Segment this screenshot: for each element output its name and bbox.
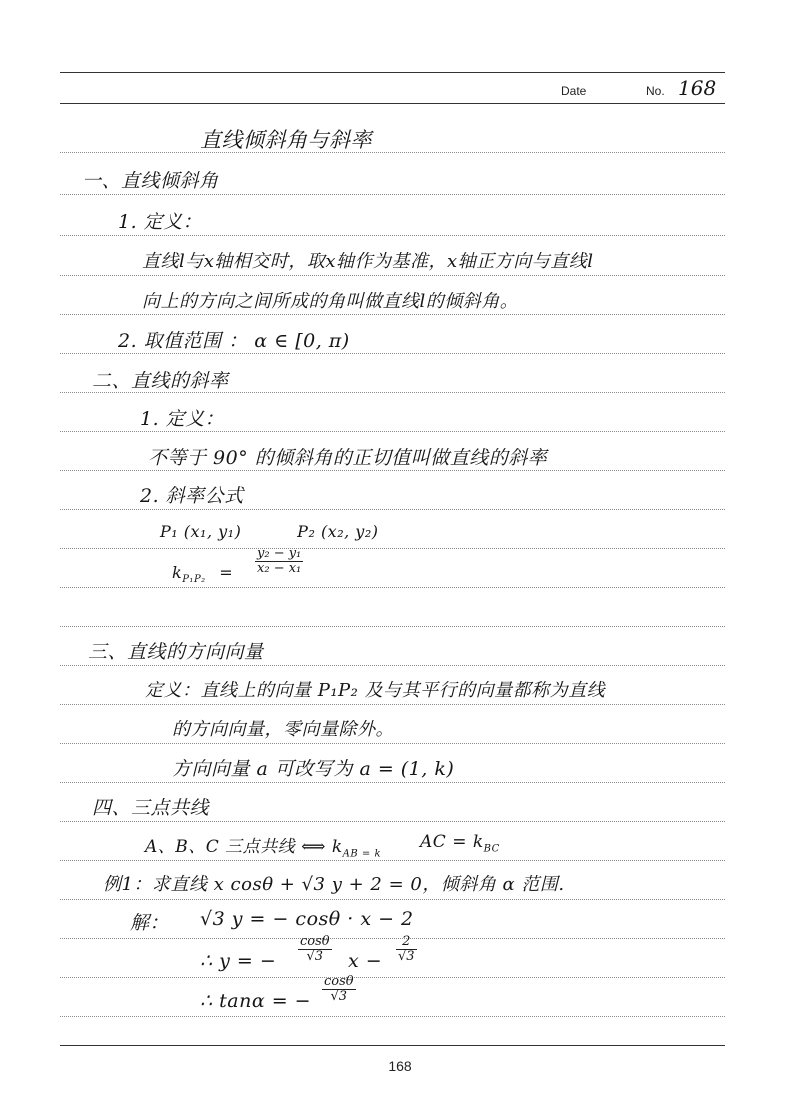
- ruled-line: [60, 860, 725, 861]
- ruled-line: [60, 353, 725, 354]
- ruled-line: [60, 1016, 725, 1017]
- ruled-line: [60, 626, 725, 627]
- slope-k-label: $k_{P_1P_2}$ =: [172, 563, 234, 586]
- ruled-line: [60, 470, 725, 471]
- ruled-line: [60, 704, 725, 705]
- no-label: No.: [646, 84, 665, 98]
- page-title: 直线倾斜角与斜率: [200, 128, 372, 152]
- ruled-line: [60, 431, 725, 432]
- fraction-numerator: cosθ: [300, 934, 330, 949]
- slope-numerator: y₂ − y₁: [257, 546, 302, 561]
- solution-step-1: √3 y = − cosθ · x − 2: [200, 908, 414, 930]
- section-2-formula-label: 2. 斜率公式: [140, 485, 244, 507]
- solution-step-3-fraction: [322, 975, 356, 1004]
- header-underline: [60, 103, 725, 104]
- section-3-direction-vector: 方向向量 a 可改写为 a = (1, k): [172, 758, 455, 780]
- ruled-line: [60, 938, 725, 939]
- ruled-line: [60, 821, 725, 822]
- section-1-definition-line-2: 向上的方向之间所成的角叫做直线l的倾斜角。: [142, 291, 519, 312]
- ruled-line: [60, 152, 725, 153]
- section-3-definition-line-2: 的方向向量，零向量除外。: [172, 719, 394, 740]
- points-p1-p2: P₁ (x₁, y₁) P₂ (x₂, y₂): [160, 522, 379, 541]
- footer-rule: [60, 1045, 725, 1046]
- section-1-definition-label: 1. 定义：: [118, 211, 203, 233]
- solution-step-2-fraction-2: [396, 935, 417, 964]
- ruled-line: [60, 548, 725, 549]
- ruled-line: [60, 235, 725, 236]
- solution-step-2-left: ∴ y = −: [200, 950, 277, 972]
- section-1-range: 2. 取值范围 ： α ∈ [0, π): [118, 330, 350, 352]
- header-rule: [60, 72, 725, 73]
- footer-page-number: 168: [388, 1058, 412, 1074]
- ruled-line: [60, 314, 725, 315]
- section-4-collinear-condition-2: AC = $k_{BC}$: [420, 832, 500, 855]
- section-3-heading: 三、直线的方向向量: [88, 641, 264, 663]
- fraction-denominator: √3: [330, 989, 348, 1004]
- fraction-denominator: √3: [306, 949, 324, 964]
- ruled-line: [60, 194, 725, 195]
- section-2-heading: 二、直线的斜率: [92, 370, 229, 392]
- ruled-line: [60, 899, 725, 900]
- section-1-heading: 一、直线倾斜角: [82, 170, 219, 192]
- ruled-line: [60, 743, 725, 744]
- solution-step-3-left: ∴ tanα = −: [200, 990, 312, 1012]
- section-2-definition: 不等于 90° 的倾斜角的正切值叫做直线的斜率: [148, 447, 548, 469]
- ruled-line: [60, 275, 725, 276]
- solution-step-2-fraction-1: [298, 935, 332, 964]
- section-1-definition-line-1: 直线l与x轴相交时，取x轴作为基准，x轴正方向与直线l: [142, 251, 594, 272]
- ruled-line: [60, 782, 725, 783]
- ruled-line: [60, 587, 725, 588]
- solution-step-2-middle: x −: [348, 950, 383, 972]
- fraction-numerator: 2: [396, 935, 417, 950]
- section-4-heading: 四、三点共线: [92, 797, 210, 819]
- ruled-line: [60, 665, 725, 666]
- slope-formula-fraction: [255, 547, 303, 576]
- slope-denominator: x₂ − x₁: [257, 561, 302, 576]
- section-2-definition-label: 1. 定义：: [140, 408, 225, 430]
- ruled-line: [60, 509, 725, 510]
- solution-label: 解：: [130, 912, 170, 934]
- page-no-value: 168: [678, 76, 717, 100]
- example-1-problem: 例1：求直线 x cosθ + √3 y + 2 = 0，倾斜角 α 范围.: [103, 874, 565, 895]
- ruled-line: [60, 977, 725, 978]
- section-4-collinear-condition: A、B、C 三点共线 ⟺ $k_{AB = k}$: [145, 837, 382, 860]
- date-label: Date: [561, 84, 587, 98]
- section-3-definition-line-1: 定义：直线上的向量 P₁P₂ 及与其平行的向量都称为直线: [145, 680, 606, 701]
- fraction-numerator: cosθ: [324, 974, 354, 989]
- fraction-denominator: √3: [398, 949, 415, 964]
